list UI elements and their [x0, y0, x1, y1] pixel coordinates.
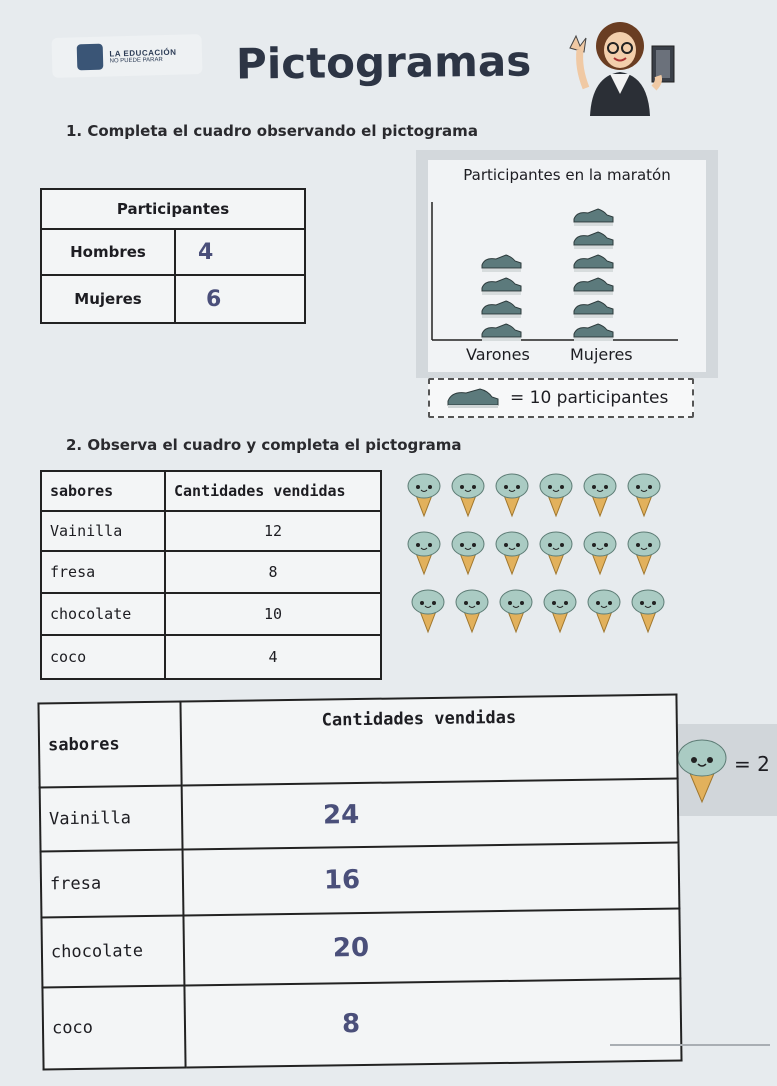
ice-cream-cone-icon — [452, 584, 492, 634]
answer-chocolate[interactable]: 20 — [183, 909, 680, 986]
page-title: Pictogramas — [235, 36, 532, 89]
ice-cream-cone-icon — [580, 526, 620, 576]
answer-table — [37, 694, 682, 1071]
flavor-coco: coco — [41, 635, 165, 679]
table-row — [41, 551, 381, 593]
page-edge-line — [610, 1044, 770, 1046]
teacher-avatar-icon — [560, 18, 680, 118]
category-label-mujeres: Mujeres — [570, 345, 633, 364]
ice-cream-cone-icon — [496, 584, 536, 634]
sneaker-icon — [574, 324, 613, 341]
row-label-mujeres: Mujeres — [41, 275, 175, 323]
logo-line2: NO PUEDE PARAR — [109, 56, 163, 64]
ice-cream-cone-icon — [404, 468, 444, 518]
qty-fresa: 8 — [165, 551, 381, 593]
ice-cream-cone-icon — [672, 728, 732, 808]
row-label-hombres: Hombres — [41, 229, 175, 275]
ice-cream-cone-icon — [404, 526, 444, 576]
logo-line1: LA EDUCACIÓN — [109, 47, 177, 58]
ice-cream-cone-icon — [536, 468, 576, 518]
ice-cream-cone-icon — [448, 468, 488, 518]
key-equals-2: = 2 — [734, 752, 770, 776]
table-row — [41, 275, 305, 323]
answer-vainilla[interactable]: 24 — [182, 779, 679, 850]
table-row — [42, 979, 681, 1070]
header-cantidades: Cantidades vendidas — [165, 471, 381, 511]
table-row — [41, 593, 381, 635]
qty-vainilla: 12 — [165, 511, 381, 551]
ice-cream-cone-icon — [408, 584, 448, 634]
qty-chocolate: 10 — [165, 593, 381, 635]
header-sabores: sabores — [41, 471, 165, 511]
ice-cream-cone-icon — [540, 584, 580, 634]
table-row — [40, 779, 679, 852]
answer-hombres[interactable]: 4 — [175, 229, 305, 275]
sneaker-icon — [574, 301, 613, 318]
table-row — [41, 511, 381, 551]
flavor-fresa: fresa — [41, 551, 165, 593]
sneaker-icon — [574, 278, 613, 295]
ice-cream-cone-icon — [492, 468, 532, 518]
sneaker-icon — [482, 301, 521, 318]
education-logo — [52, 34, 203, 78]
answer-coco[interactable]: 8 — [184, 979, 681, 1068]
ice-cream-cone-icon — [448, 526, 488, 576]
sneaker-icon — [482, 255, 521, 272]
question-2-instruction: 2. Observa el cuadro y completa el pictograma — [66, 436, 462, 454]
sneaker-icon — [482, 324, 521, 341]
ice-cream-cone-icon — [628, 584, 668, 634]
table-row — [41, 229, 305, 275]
participants-table-header: Participantes — [41, 189, 305, 229]
flavor-vainilla: Vainilla — [41, 511, 165, 551]
key-text: = 10 participantes — [510, 388, 669, 408]
flavor-vainilla-2: Vainilla — [40, 785, 183, 851]
ice-cream-cone-icon — [624, 526, 664, 576]
table-row — [41, 909, 680, 988]
participants-table — [40, 188, 306, 324]
flavor-chocolate-2: chocolate — [41, 915, 184, 987]
ice-cream-cone-icon — [536, 526, 576, 576]
sneaker-icon — [574, 232, 613, 249]
ice-cream-cone-icon — [492, 526, 532, 576]
ice-cream-cone-icon — [580, 468, 620, 518]
flavor-fresa-2: fresa — [41, 849, 184, 917]
sneaker-icon — [574, 209, 613, 226]
sneaker-icon — [446, 387, 502, 409]
sneaker-icon — [482, 278, 521, 295]
flavor-coco-2: coco — [42, 985, 185, 1069]
question-1-instruction: 1. Completa el cuadro observando el pictograma — [66, 122, 478, 140]
header-sabores-2: sabores — [38, 701, 181, 787]
header-cantidades-2: Cantidades vendidas — [180, 695, 677, 786]
qty-coco: 4 — [165, 635, 381, 679]
answer-mujeres[interactable]: 6 — [175, 275, 305, 323]
ice-cream-cone-icon — [584, 584, 624, 634]
chart-title: Participantes en la maratón — [463, 166, 671, 184]
category-label-varones: Varones — [466, 345, 530, 364]
sneaker-icon — [574, 255, 613, 272]
table-row — [41, 843, 680, 918]
icecream-pictogram — [404, 468, 694, 638]
pictogram-key — [428, 378, 694, 418]
ice-cream-cone-icon — [624, 468, 664, 518]
flavors-table — [40, 470, 382, 680]
flavor-chocolate: chocolate — [41, 593, 165, 635]
pictogram-chart — [428, 196, 706, 346]
answer-fresa[interactable]: 16 — [183, 843, 680, 916]
logo-icon — [77, 44, 104, 71]
table-row — [41, 635, 381, 679]
